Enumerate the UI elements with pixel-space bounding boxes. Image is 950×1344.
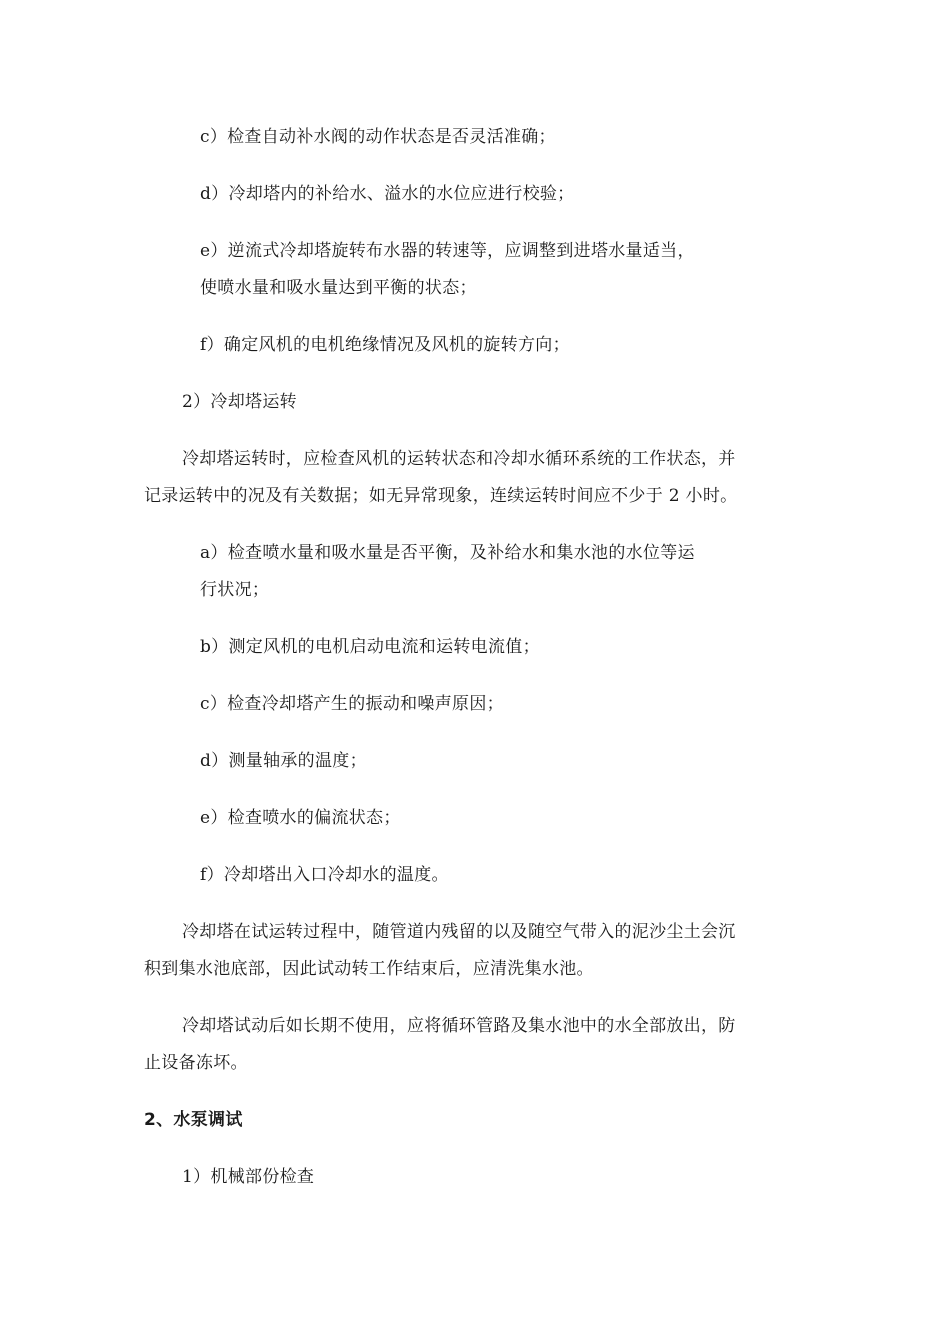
list-item-d-water-level: d）冷却塔内的补给水、溢水的水位应进行校验； xyxy=(200,184,575,204)
paragraph-drain-line-2: 止设备冻坏。 xyxy=(144,1053,248,1073)
list-item-e-continuation: 使喷水量和吸水量达到平衡的状态； xyxy=(200,278,477,298)
subheading-mechanical-check: 1）机械部份检查 xyxy=(182,1167,315,1187)
paragraph-cleaning-line-1: 冷却塔在试运转过程中，随管道内残留的以及随空气带入的泥沙尘土会沉 xyxy=(182,922,736,942)
paragraph-operation-line-2: 记录运转中的况及有关数据；如无异常现象，连续运转时间应不少于 2 小时。 xyxy=(144,486,738,506)
paragraph-drain-line-1: 冷却塔试动后如长期不使用，应将循环管路及集水池中的水全部放出，防 xyxy=(182,1016,736,1036)
list-item-c-check-valve: c）检查自动补水阀的动作状态是否灵活准确； xyxy=(200,127,556,147)
list-item-c-vibration: c）检查冷却塔产生的振动和噪声原因； xyxy=(200,694,504,714)
list-item-a-continuation: 行状况； xyxy=(200,580,270,600)
subheading-tower-operation: 2）冷却塔运转 xyxy=(182,392,297,412)
list-item-f-fan-motor: f）确定风机的电机绝缘情况及风机的旋转方向； xyxy=(200,335,570,355)
list-item-d-bearing: d）测量轴承的温度； xyxy=(200,751,367,771)
paragraph-cleaning-line-2: 积到集水池底部，因此试动转工作结束后，应清洗集水池。 xyxy=(144,959,594,979)
section-heading-pump-debugging: 2、水泵调试 xyxy=(144,1110,243,1130)
list-item-e-spray: e）检查喷水的偏流状态； xyxy=(200,808,401,828)
list-item-a-balance: a）检查喷水量和吸水量是否平衡，及补给水和集水池的水位等运 xyxy=(200,543,695,563)
list-item-b-current: b）测定风机的电机启动电流和运转电流值； xyxy=(200,637,540,657)
list-item-f-temperature: f）冷却塔出入口冷却水的温度。 xyxy=(200,865,449,885)
list-item-e-sprinkler-speed: e）逆流式冷却塔旋转布水器的转速等，应调整到进塔水量适当， xyxy=(200,241,695,261)
paragraph-operation-line-1: 冷却塔运转时，应检查风机的运转状态和冷却水循环系统的工作状态，并 xyxy=(182,449,736,469)
